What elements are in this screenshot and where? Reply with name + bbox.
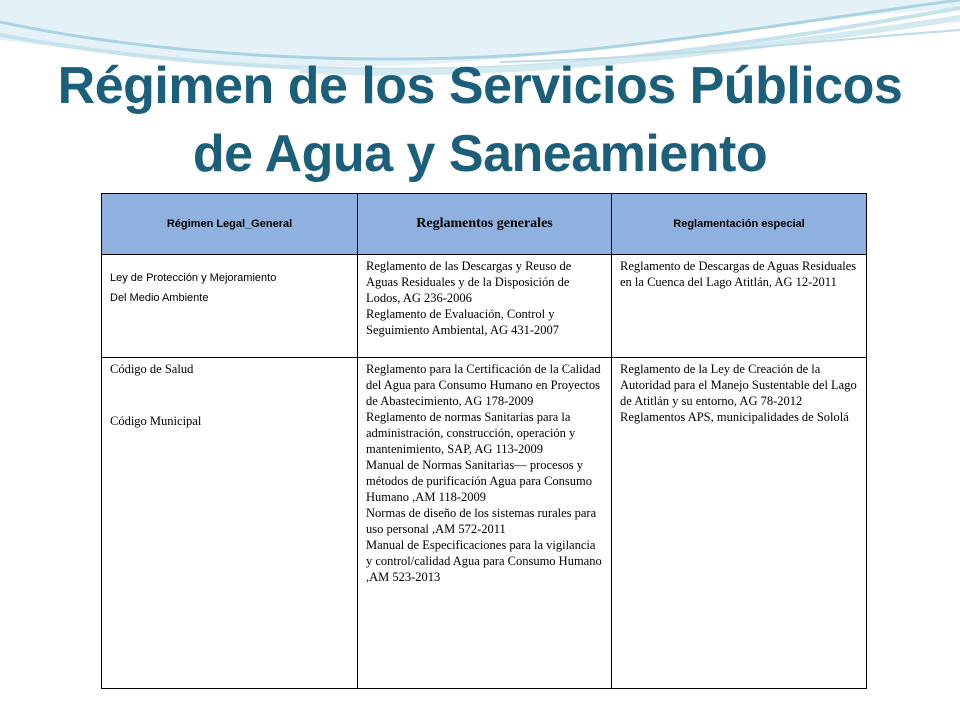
header-legal-regime: Régimen Legal_General — [102, 194, 358, 255]
municipal-code-label: Código Municipal — [110, 414, 202, 428]
table-row — [102, 358, 867, 689]
regulation-entry: Manual de Especificaciones para la vigilancia y control/calidad Agua para Consumo Humano ,AM 523-2013 — [366, 538, 602, 584]
regulation-entry: Reglamento para la Certificación de la Calidad del Agua para Consumo Humano en Proyectos de Abastecimiento, AG 178-2009 — [366, 362, 601, 408]
row2-general-regulations-cell — [358, 358, 612, 689]
row1-special-regulations-cell — [612, 255, 867, 358]
page-title-line-2: de Agua y Saneamiento — [192, 125, 768, 183]
header-general-regulations: Reglamentos generales — [358, 194, 612, 255]
row1-legal-regime-line: Del Medio Ambiente — [110, 292, 209, 304]
health-code-label: Código de Salud — [110, 362, 194, 376]
regulation-entry: Reglamento de la Ley de Creación de la Autoridad para el Manejo Sustentable del Lago de Atitlán y su entorno, AG 78-2012 — [620, 362, 857, 408]
regulation-entry: Reglamento de Descargas de Aguas Residuales en la Cuenca del Lago Atitlán, AG 12-2011 — [620, 259, 857, 289]
page-title-line-1: Régimen de los Servicios Públicos — [57, 57, 903, 115]
table-row — [102, 255, 867, 358]
regulation-entry: Normas de diseño de los sistemas rurales para uso personal ,AM 572-2011 — [366, 506, 597, 536]
row2-legal-regime-cell — [102, 358, 358, 689]
regulation-entry: Manual de Normas Sanitarias— procesos y métodos de purificación Agua para Consumo Humano ,AM 118-2009 — [366, 458, 592, 504]
row1-general-regulations-cell — [358, 255, 612, 358]
regulation-entry: Reglamentos APS, municipalidades de Sololá — [620, 410, 849, 424]
header-special-regulations: Reglamentación especial — [612, 194, 867, 255]
regulation-entry: Reglamento de normas Sanitarias para la administración, construcción, operación y mantenimiento, SAP, AG 113-2009 — [366, 410, 576, 456]
regulation-entry: Reglamento de Evaluación, Control y Seguimiento Ambiental, AG 431-2007 — [366, 307, 560, 337]
table-header-row — [102, 194, 867, 255]
row1-legal-regime-cell — [102, 255, 358, 358]
regulation-entry: Reglamento de las Descargas y Reuso de Aguas Residuales y de la Disposición de Lodos, AG 236-2006 — [366, 259, 572, 305]
row2-special-regulations-cell — [612, 358, 867, 689]
page-title — [0, 52, 960, 188]
regulations-table — [101, 193, 867, 689]
row1-legal-regime-line: Ley de Protección y Mejoramiento — [110, 272, 277, 284]
